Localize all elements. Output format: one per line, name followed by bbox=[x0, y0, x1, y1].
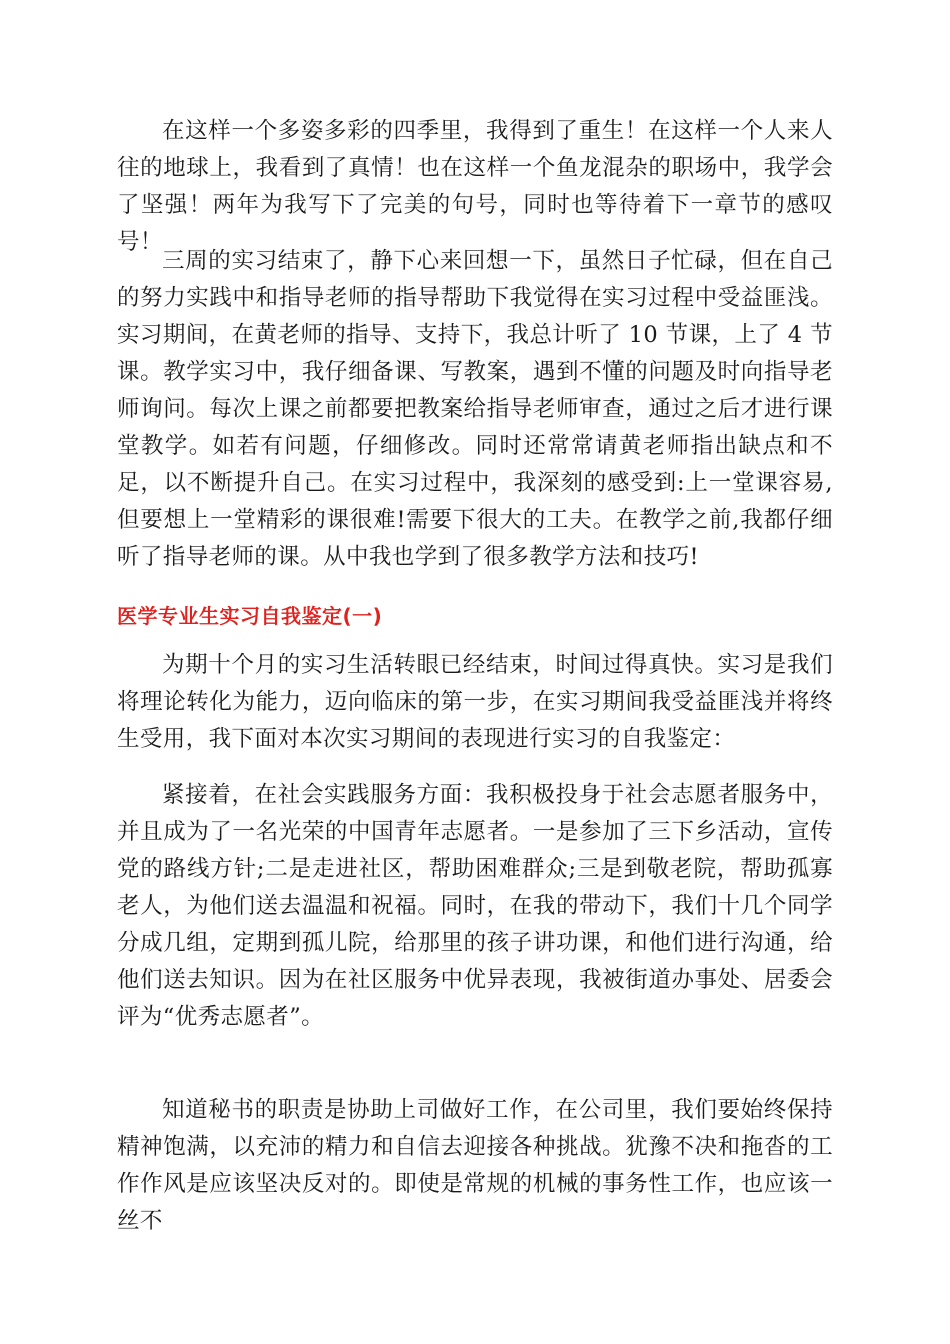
paragraph-1: 在这样一个多姿多彩的四季里，我得到了重生！在这样一个人来人往的地球上，我看到了真情！也在这样一个鱼龙混杂的职场中，我学会了坚强！两年为我写下了完美的句号，同时也等待着下一章节的感叹号！ bbox=[117, 118, 833, 255]
section-heading: 医学专业生实习自我鉴定(一) bbox=[117, 604, 383, 628]
paragraph-3: 为期十个月的实习生活转眼已经结束，时间过得真快。实习是我们将理论转化为能力，迈向临床的第一步，在实习期间我受益匪浅并将终生受用，我下面对本次实习期间的表现进行实习的自我鉴定： bbox=[117, 652, 833, 752]
paragraph-5: 知道秘书的职责是协助上司做好工作，在公司里，我们要始终保持精神饱满，以充沛的精力和自信去迎接各种挑战。犹豫不决和拖沓的工作作风是应该坚决反对的。即使是常规的机械的事务性工作，也应该一丝不 bbox=[117, 1097, 833, 1234]
paragraph-2: 三周的实习结束了，静下心来回想一下，虽然日子忙碌，但在自己的努力实践中和指导老师的指导帮助下我觉得在实习过程中受益匪浅。实习期间，在黄老师的指导、支持下，我总计听了 10 节课，上了 4 节课。教学实习中，我仔细备课、写教案，遇到不懂的问题及时向指导老师询问。每次上课之前都要把教案给指导老师审查，通过之后才进行课堂教学。如若有问题，仔细修改。同时还常常请黄老师指出缺点和不足，以不断提升自己。在实习过程中，我深刻的感受到:上一堂课容易,但要想上一堂精彩的课很难!需要下很大的工夫。在教学之前,我都仔细听了指导老师的课。从中我也学到了很多教学方法和技巧! bbox=[117, 248, 833, 570]
paragraph-4: 紧接着，在社会实践服务方面：我积极投身于社会志愿者服务中，并且成为了一名光荣的中国青年志愿者。一是参加了三下乡活动，宣传党的路线方针;二是走进社区，帮助困难群众;三是到敬老院，帮助孤寡老人，为他们送去温温和祝福。同时，在我的带动下，我们十几个同学分成几组，定期到孤儿院，给那里的孩子讲功课，和他们进行沟通，给他们送去知识。因为在社区服务中优异表现，我被街道办事处、居委会评为“优秀志愿者”。 bbox=[117, 782, 833, 1030]
